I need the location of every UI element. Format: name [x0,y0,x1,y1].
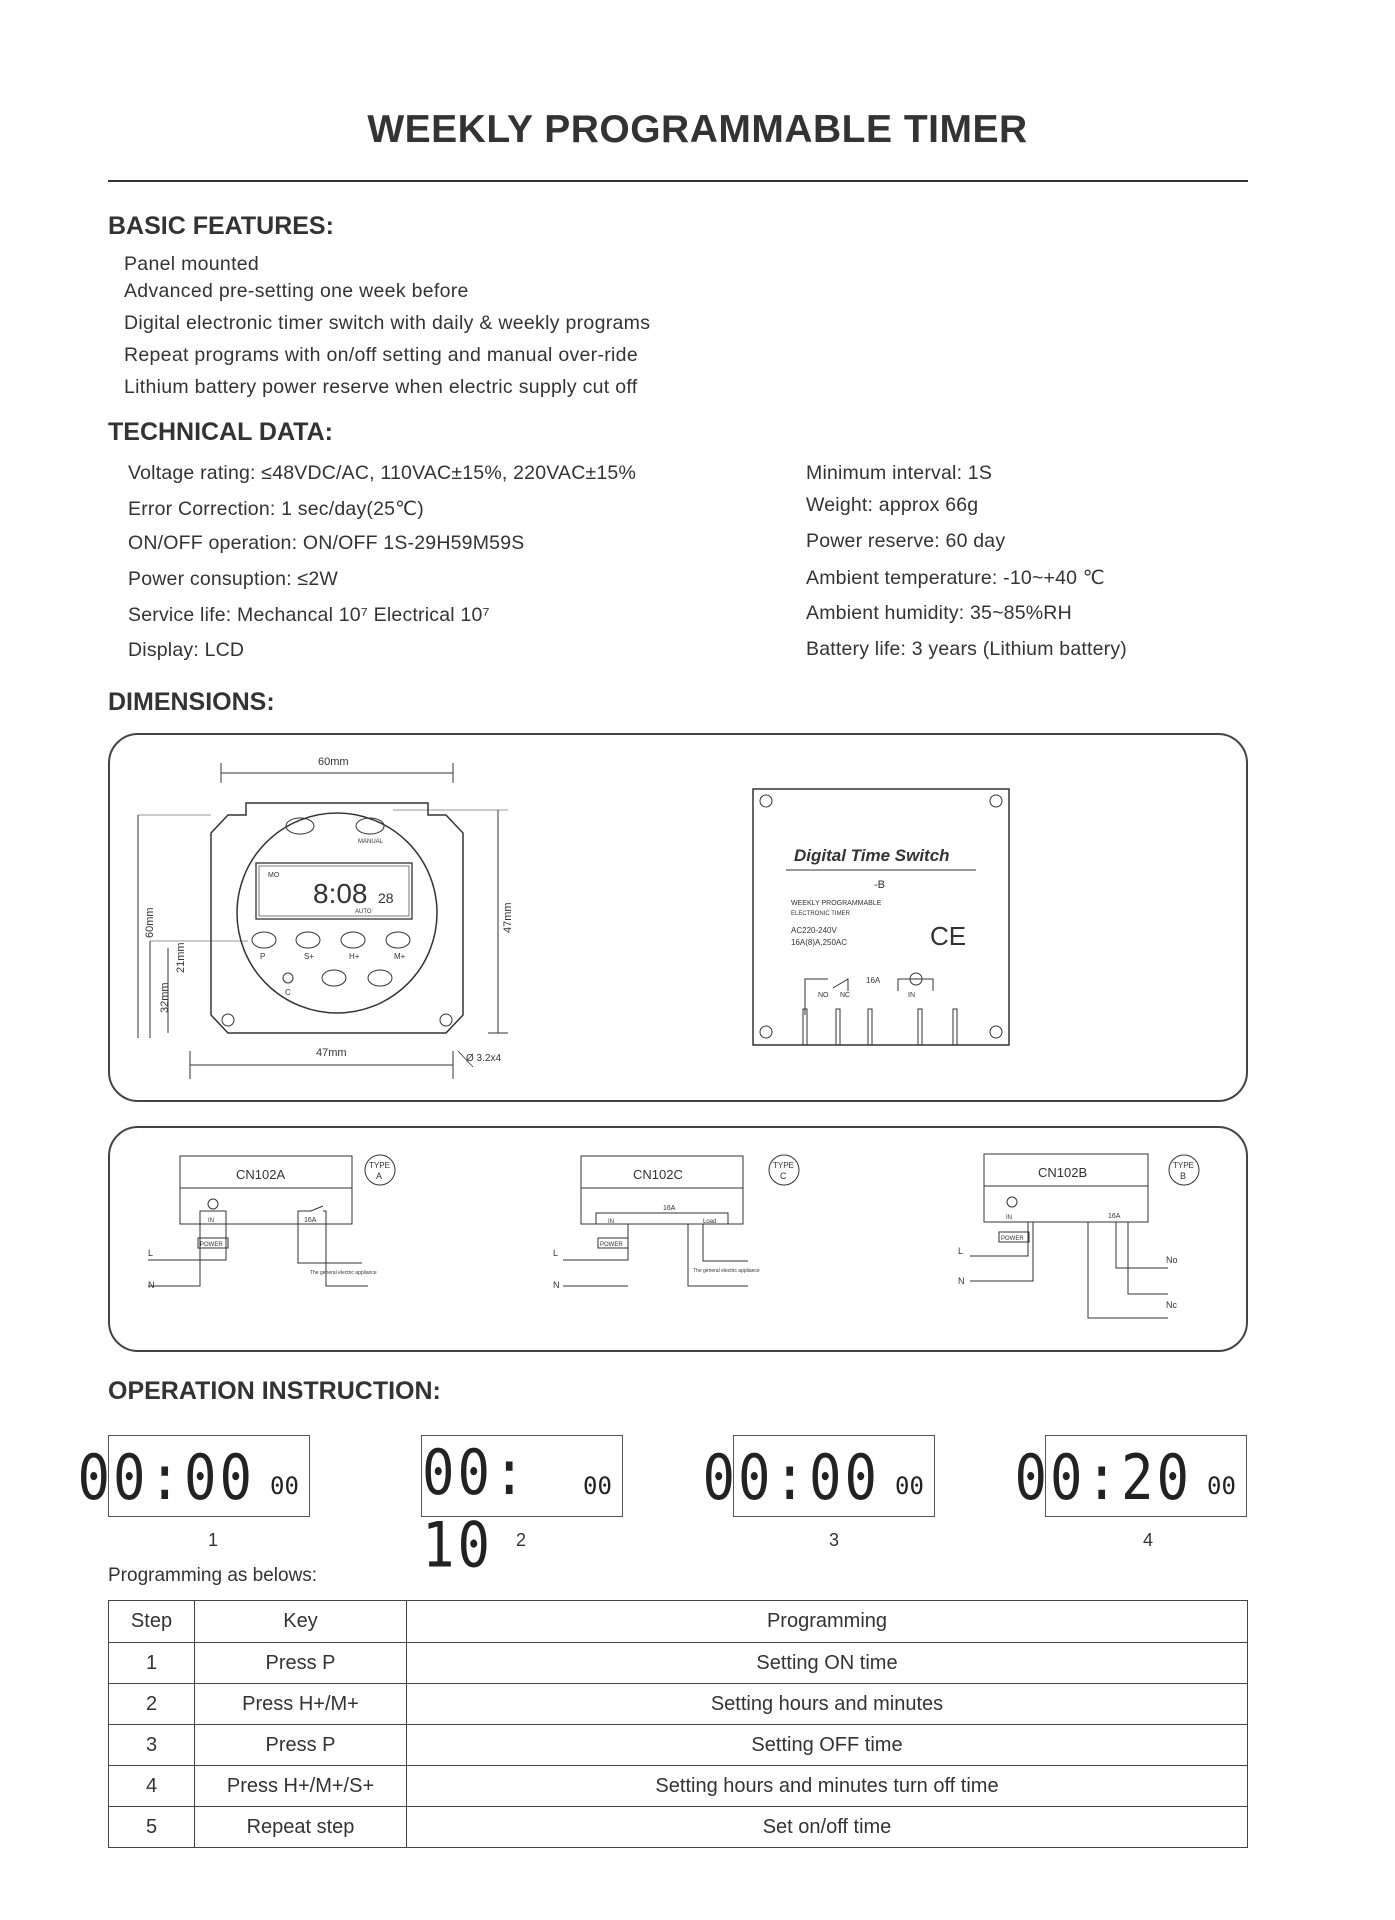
plate-relay: 16A [866,976,881,985]
programming-cell: Setting hours and minutes [407,1684,1248,1725]
table-row [109,1807,1248,1848]
plate-title: Digital Time Switch [794,846,950,865]
label-plate [753,789,1009,1045]
lcd-main: 00:00 [702,1441,880,1514]
plate-in: IN [908,992,915,999]
lcd-step-number: 3 [828,1530,839,1550]
type-label: TYPE [1173,1161,1194,1170]
n-label: N [958,1276,965,1286]
dim-label: 60mm [318,756,349,768]
load-label: Load [703,1219,717,1225]
relay-label: 16A [304,1217,317,1224]
basic-features-heading: BASIC FEATURES: [108,212,334,240]
dim-label: 47mm [502,902,514,933]
appliance-label: The general electric appliance [693,1268,760,1274]
step-cell: 3 [109,1725,195,1766]
key-cell: Repeat step [195,1807,407,1848]
programming-cell: Setting ON time [407,1643,1248,1684]
step-cell: 4 [109,1766,195,1807]
programming-cell: Set on/off time [407,1807,1248,1848]
lcd-seconds: 00 [895,1472,924,1500]
model-label: CN102C [633,1167,683,1182]
model-label: CN102B [1038,1165,1088,1180]
lcd-step-number: 2 [515,1530,526,1550]
tech-spec: Weight: approx 66g [806,494,979,516]
in-label: IN [608,1219,614,1225]
column-header: Programming [407,1601,1248,1643]
in-label: IN [208,1218,214,1224]
tech-spec: Display: LCD [128,639,245,661]
type-letter: B [1180,1171,1187,1181]
key-cell: Press H+/M+/S+ [195,1766,407,1807]
in-label: IN [1006,1215,1012,1221]
lcd-auto: AUTO [355,909,372,915]
power-label: POWER [200,1242,223,1248]
programming-table [108,1600,1248,1848]
tech-spec: Voltage rating: ≤48VDC/AC, 110VAC±15%, 220VAC±15% [128,462,637,484]
dim-label: 32mm [159,982,171,1013]
device-face [237,813,437,1013]
plate-no: NO [818,992,829,999]
table-header-row [109,1601,1248,1643]
dimension-drawing [108,733,1248,1103]
l-label: L [553,1248,559,1258]
plate-text: WEEKLY PROGRAMMABLE [791,900,882,907]
plate-text: 16A(8)A,250AC [791,938,848,947]
btn-c-label: C [285,988,291,997]
step-cell: 5 [109,1807,195,1848]
l-label: L [958,1246,964,1256]
key-cell: Press H+/M+ [195,1684,407,1725]
tech-spec: Minimum interval: 1S [806,462,993,484]
lcd-seconds: 00 [1207,1472,1236,1500]
programming-cell: Setting OFF time [407,1725,1248,1766]
tech-spec: Battery life: 3 years (Lithium battery) [806,638,1127,660]
technical-data-heading: TECHNICAL DATA: [108,418,333,446]
lcd-seconds: 28 [378,890,394,906]
n-label: N [148,1280,155,1290]
programming-subheading: Programming as belows: [108,1565,318,1586]
btn-p-label: P [260,952,266,961]
tech-spec: Ambient humidity: 35~85%RH [806,602,1072,624]
dim-label: 47mm [316,1047,347,1059]
page-title: WEEKLY PROGRAMMABLE TIMER [367,108,1028,151]
no-label: No [1166,1255,1178,1265]
tech-spec: Error Correction: 1 sec/day(25℃) [128,498,424,520]
operation-heading: OPERATION INSTRUCTION: [108,1377,441,1405]
feature-item: Repeat programs with on/off setting and manual over-ride [124,344,638,366]
model-label: CN102A [236,1167,286,1182]
btn-s-label: S+ [304,952,315,961]
dimensions-heading: DIMENSIONS: [108,688,275,716]
table-row [109,1725,1248,1766]
lcd-main: 00:00 [77,1441,255,1514]
ce-mark: CE [930,921,967,951]
key-cell: Press P [195,1643,407,1684]
table-row [109,1766,1248,1807]
dim-label: Ø 3.2x4 [466,1053,502,1064]
lcd-main: 00:20 [1014,1441,1192,1514]
lcd-time: 8:08 [313,878,368,909]
table-row [109,1643,1248,1684]
key-cell: Press P [195,1725,407,1766]
plate-text: AC220-240V [791,926,837,935]
step-cell: 2 [109,1684,195,1725]
n-label: N [553,1280,560,1290]
feature-item: Lithium battery power reserve when electric supply cut off [124,376,638,398]
lcd-seconds: 00 [583,1472,612,1500]
type-label: TYPE [773,1161,794,1170]
dim-label: 60mm [144,907,156,938]
tech-spec: Service life: Mechancal 10⁷ Electrical 10⁷ [128,604,490,626]
relay-label: 16A [663,1205,676,1212]
lcd-step-number: 1 [207,1530,218,1550]
lcd-seconds: 00 [270,1472,299,1500]
plate-model: -B [874,879,885,891]
lcd-main: 00: 10 [422,1436,529,1582]
table-row [109,1684,1248,1725]
nc-label: Nc [1166,1300,1177,1310]
step-cell: 1 [109,1643,195,1684]
feature-item: Advanced pre-setting one week before [124,280,469,302]
programming-cell: Setting hours and minutes turn off time [407,1766,1248,1807]
tech-spec: Power consuption: ≤2W [128,568,338,590]
plate-text: ELECTRONIC TIMER [791,911,850,917]
type-letter: C [780,1171,787,1181]
tech-spec: ON/OFF operation: ON/OFF 1S-29H59M59S [128,532,525,554]
dim-label: 21mm [175,942,187,973]
column-header: Step [109,1601,195,1643]
type-label: TYPE [369,1161,390,1170]
btn-h-label: H+ [349,952,360,961]
manual-label: MANUAL [358,839,384,845]
title-divider [108,180,1248,182]
column-header: Key [195,1601,407,1643]
lcd-step-number: 4 [1142,1530,1153,1550]
appliance-label: The general electric appliance [310,1270,377,1276]
lcd-day: MO [268,872,280,879]
relay-label: 16A [1108,1213,1121,1220]
tech-spec: Ambient temperature: -10~+40 ℃ [806,567,1105,589]
power-label: POWER [600,1242,623,1248]
btn-m-label: M+ [394,952,406,961]
plate-nc: NC [840,992,851,999]
l-label: L [148,1248,154,1258]
feature-item: Digital electronic timer switch with daily & weekly programs [124,312,651,334]
power-label: POWER [1001,1236,1024,1242]
type-letter: A [376,1171,383,1181]
tech-spec: Power reserve: 60 day [806,530,1006,552]
wiring-diagrams [108,1126,1248,1352]
feature-item: Panel mounted [124,253,260,275]
